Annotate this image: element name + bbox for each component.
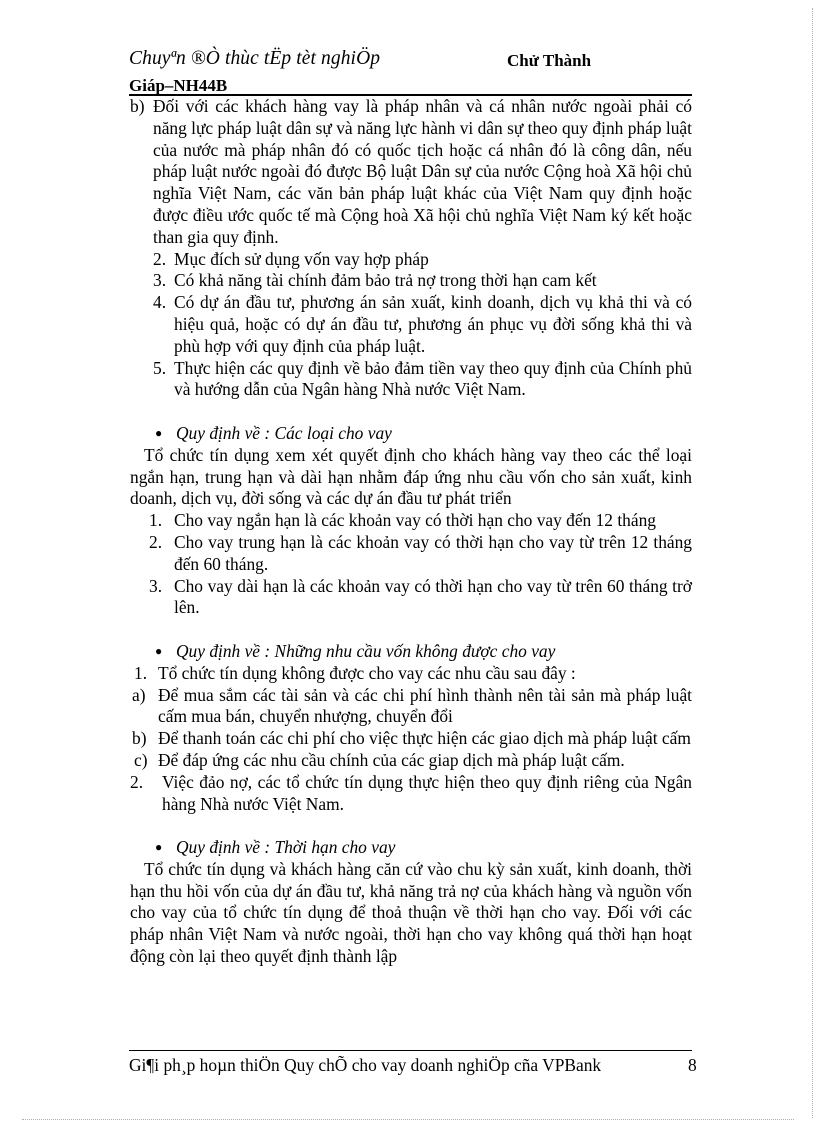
- list-marker: a): [132, 684, 146, 705]
- list-marker: 2.: [149, 531, 163, 552]
- section-heading-text: Quy định về : Những nhu cầu vốn không được cho vay: [176, 640, 556, 661]
- page-edge-right: [812, 8, 813, 1118]
- list-item: [130, 510, 692, 532]
- list-item-text: Cho vay dài hạn là các khoản vay có thời hạn cho vay từ trên 60 tháng trở lên.: [174, 575, 692, 618]
- list-item-text: Việc đảo nợ, các tổ chức tín dụng thực hiện theo quy định riêng của Ngân hàng Nhà nước Việt Nam.: [162, 771, 692, 814]
- list-item: [130, 292, 692, 357]
- list-item: [130, 249, 692, 271]
- paragraph: Tổ chức tín dụng và khách hàng căn cứ vào chu kỳ sản xuất, kinh doanh, thời hạn thu hồi vốn của dự án đầu tư, khả năng trả nợ của khách hàng và nguồn vốn cho vay của tổ chức tín dụng để thoả thuận về thời hạn cho vay. Đối với các pháp nhân Việt Nam và nước ngoài, thời hạn cho vay không quá thời hạn hoạt động còn lại theo quyết định thành lập: [130, 858, 692, 967]
- list-item-text: Có dự án đầu tư, phương án sản xuất, kinh doanh, dịch vụ khả thi và có hiệu quả, hoặc có dự án đầu tư, phương án phục vụ đời sống khả thi và phù hợp với quy định của pháp luật.: [174, 292, 692, 356]
- section-heading-loan-types: [130, 423, 692, 445]
- list-item-text: Mục đích sử dụng vốn vay hợp pháp: [174, 248, 429, 269]
- list-item-text: Tổ chức tín dụng không được cho vay các nhu cầu sau đây :: [158, 662, 576, 683]
- bullet-icon: ●: [155, 840, 163, 855]
- list-marker: 1.: [149, 510, 163, 531]
- list-item: [130, 532, 692, 576]
- list-item: [130, 663, 692, 685]
- list-item: [130, 576, 692, 620]
- list-marker: 2.: [130, 771, 144, 792]
- list-marker: 3.: [153, 270, 167, 291]
- spacer: [130, 619, 692, 641]
- list-item: [130, 750, 692, 772]
- list-item-text: Để thanh toán các chi phí cho việc thực hiện các giao dịch mà pháp luật cấm: [158, 728, 691, 749]
- list-item-text: Cho vay ngắn hạn là các khoản vay có thời hạn cho vay đến 12 tháng: [174, 510, 656, 531]
- list-item: [130, 685, 692, 729]
- list-item-text: Có khả năng tài chính đảm bảo trả nợ trong thời hạn cam kết: [174, 270, 597, 291]
- footer-title: Gi¶i ph¸p hoµn thiÖn Quy chÕ cho vay doanh nghiÖp cña VPBank: [129, 1055, 602, 1075]
- list-marker: b): [130, 96, 145, 116]
- page-number: 8: [688, 1055, 697, 1075]
- bullet-icon: ●: [155, 643, 163, 658]
- list-marker: b): [132, 728, 147, 749]
- section-heading-text: Quy định về : Các loại cho vay: [176, 422, 392, 443]
- bullet-icon: ●: [155, 425, 163, 440]
- list-marker: c): [134, 749, 148, 770]
- list-item-text: Cho vay trung hạn là các khoản vay có thời hạn cho vay từ trên 12 tháng đến 60 tháng.: [174, 531, 692, 574]
- list-item: [130, 270, 692, 292]
- spacer: [130, 401, 692, 423]
- list-item: [130, 772, 692, 816]
- list-item-text: Đối với các khách hàng vay là pháp nhân và cá nhân nước ngoài phải có năng lực pháp luật dân sự và năng lực hành vi dân sự theo quy định pháp luật của nước mà pháp nhân đó có quốc tịch hoặc cá nhân đó là công dân, nếu pháp luật nước ngoài đó được Bộ luật Dân sự của nước Cộng hoà Xã hội chủ nghĩa Việt Nam, các văn bản pháp luật khác của Việt Nam quy định hoặc được điều ước quốc tế mà Cộng hoà Xã hội chủ nghĩa Việt Nam ký kết hoặc than gia quy định.: [153, 96, 692, 247]
- section-heading-term: [130, 837, 692, 859]
- header-author: Chử Thành: [507, 51, 592, 70]
- list-marker: 5.: [153, 357, 167, 378]
- list-marker: 4.: [153, 292, 167, 313]
- list-marker: 2.: [153, 248, 167, 269]
- list-item-text: Để mua sắm các tài sản và các chi phí hình thành nên tài sản mà pháp luật cấm mua bán, chuyển nhượng, chuyển đổi: [158, 684, 692, 727]
- list-item: [130, 728, 692, 750]
- list-marker: 3.: [149, 575, 163, 596]
- list-marker: 1.: [134, 662, 148, 683]
- list-item-text: Để đáp ứng các nhu cầu chính của các giap dịch mà pháp luật cấm.: [158, 749, 625, 770]
- list-item-text: Thực hiện các quy định về bảo đảm tiền vay theo quy định của Chính phủ và hướng dẫn của Ngân hàng Nhà nước Việt Nam.: [174, 357, 692, 400]
- document-body: [130, 96, 692, 968]
- list-item: [130, 358, 692, 402]
- spacer: [130, 815, 692, 837]
- section-heading-text: Quy định về : Thời hạn cho vay: [176, 837, 396, 858]
- section-heading-not-lendable: [130, 641, 692, 663]
- footer-divider: [129, 1050, 692, 1051]
- paragraph: Tổ chức tín dụng xem xét quyết định cho khách hàng vay theo các thể loại ngắn hạn, trung hạn và dài hạn nhằm đáp ứng nhu cầu vốn cho sản xuất, kinh doanh, dịch vụ, đời sống và các dự án đầu tư phát triển: [130, 444, 692, 509]
- header-class-code: Giáp–NH44B: [129, 76, 228, 95]
- list-item: [130, 96, 692, 249]
- header-title: Chuyªn ®Ò thùc tËp tèt nghiÖp: [129, 48, 381, 69]
- page-edge-bottom: [22, 1119, 794, 1120]
